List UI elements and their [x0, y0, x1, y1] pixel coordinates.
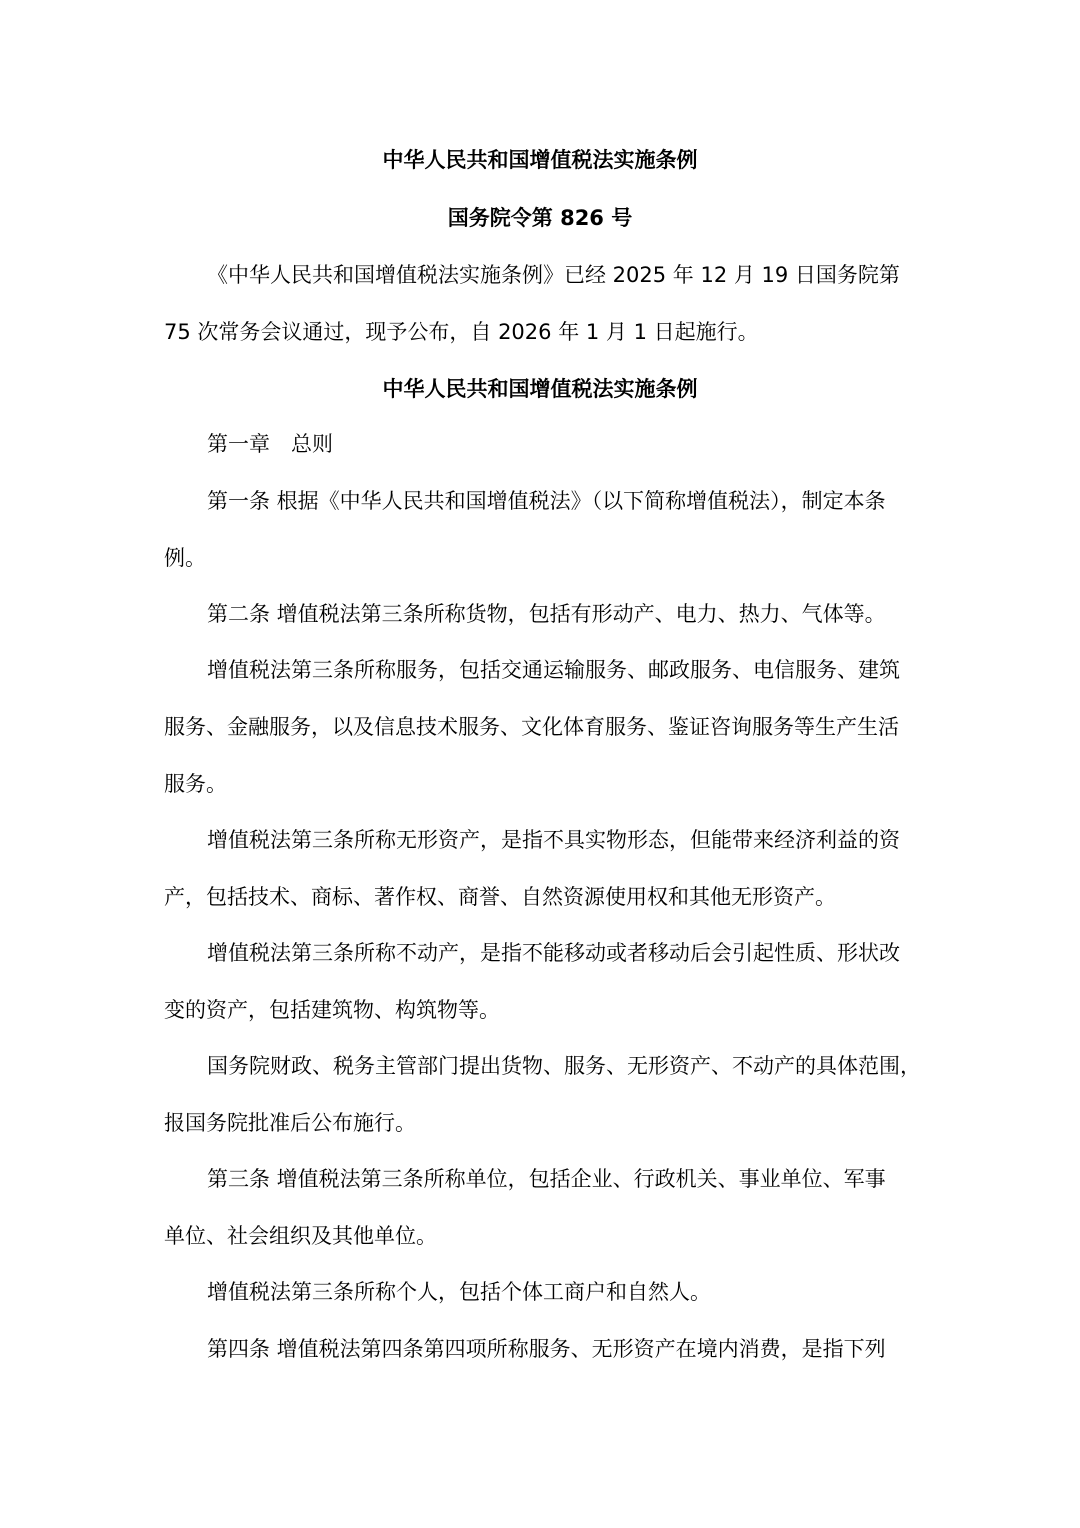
- article-line: 第一条 根据《中华人民共和国增值税法》（以下简称增值税法），制定本条: [207, 489, 886, 513]
- decree-number: 国务院令第 826 号: [447, 206, 633, 230]
- article-line: 增值税法第三条所称服务，包括交通运输服务、邮政服务、电信服务、建筑: [207, 658, 900, 682]
- article-line: 第二条 增值税法第三条所称货物，包括有形动产、电力、热力、气体等。: [207, 602, 886, 626]
- promulgation-line-2: 75 次常务会议通过，现予公布，自 2026 年 1 月 1 日起施行。: [164, 320, 759, 344]
- article-line: 第三条 增值税法第三条所称单位，包括企业、行政机关、事业单位、军事: [207, 1167, 886, 1191]
- article-line: 增值税法第三条所称无形资产，是指不具实物形态，但能带来经济利益的资: [207, 828, 900, 852]
- article-line: 产，包括技术、商标、著作权、商誉、自然资源使用权和其他无形资产。: [164, 885, 836, 909]
- article-line: 服务。: [164, 772, 227, 796]
- article-line: 增值税法第三条所称个人，包括个体工商户和自然人。: [207, 1280, 711, 1304]
- body-title: 中华人民共和国增值税法实施条例: [382, 377, 698, 401]
- article-line: 变的资产，包括建筑物、构筑物等。: [164, 998, 500, 1022]
- chapter-heading: 第一章 总则: [207, 432, 333, 456]
- article-line: 第四条 增值税法第四条第四项所称服务、无形资产在境内消费，是指下列: [207, 1337, 886, 1361]
- article-line: 单位、社会组织及其他单位。: [164, 1224, 437, 1248]
- article-line: 国务院财政、税务主管部门提出货物、服务、无形资产、不动产的具体范围，: [207, 1054, 921, 1078]
- document-title: 中华人民共和国增值税法实施条例: [382, 148, 698, 172]
- promulgation-line-1: 《中华人民共和国增值税法实施条例》已经 2025 年 12 月 19 日国务院第: [207, 263, 900, 287]
- article-line: 增值税法第三条所称不动产，是指不能移动或者移动后会引起性质、形状改: [207, 941, 900, 965]
- article-line: 例。: [164, 546, 206, 570]
- article-line: 报国务院批准后公布施行。: [164, 1111, 416, 1135]
- article-line: 服务、金融服务，以及信息技术服务、文化体育服务、鉴证咨询服务等生产生活: [164, 715, 899, 739]
